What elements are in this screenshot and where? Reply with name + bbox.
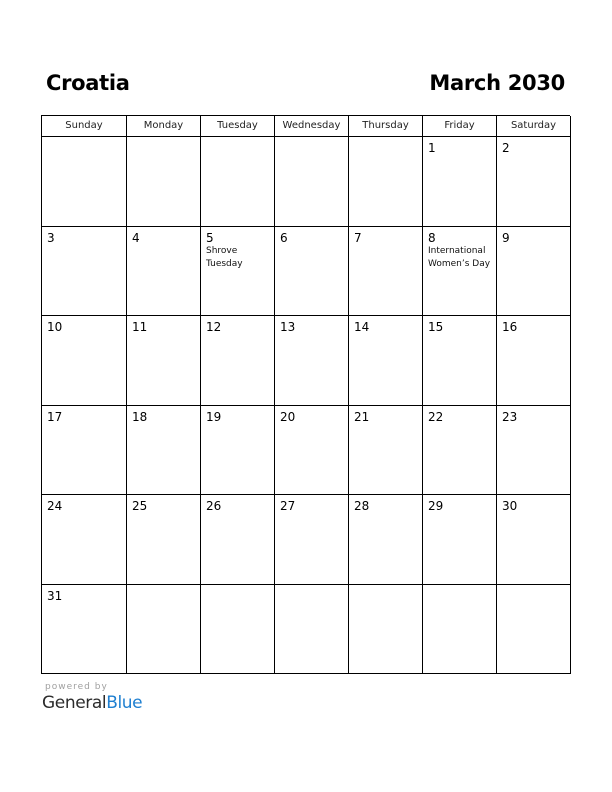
day-number: 15 <box>428 320 444 334</box>
week-row <box>42 316 570 406</box>
day-cell <box>497 585 571 675</box>
day-number: 19 <box>206 409 222 424</box>
day-number: 23 <box>502 409 518 424</box>
day-number: 8 <box>428 230 436 245</box>
day-number: 21 <box>354 409 370 424</box>
day-cell <box>127 137 201 227</box>
day-cell <box>127 495 201 585</box>
day-cell <box>201 137 275 227</box>
day-cell <box>349 137 423 227</box>
week-row <box>42 137 570 227</box>
day-cell <box>275 585 349 675</box>
day-number: 16 <box>502 320 518 334</box>
day-cell <box>127 406 201 496</box>
day-cell <box>349 406 423 496</box>
weekday-header: Friday <box>423 116 497 137</box>
day-number: 7 <box>354 230 362 245</box>
day-cell <box>275 227 349 317</box>
day-cell <box>201 316 275 406</box>
calendar-title-month: March 2030 <box>429 71 565 95</box>
weekday-header: Saturday <box>497 116 571 137</box>
day-cell <box>127 227 201 317</box>
weekday-header-row <box>42 116 570 137</box>
weeks-container <box>42 137 570 674</box>
day-number: 5 <box>206 230 214 245</box>
day-number: 6 <box>280 230 288 245</box>
day-number: 31 <box>47 588 63 603</box>
day-cell <box>423 406 497 496</box>
day-cell <box>42 585 127 675</box>
day-cell <box>349 227 423 317</box>
day-cell <box>423 316 497 406</box>
day-number: 27 <box>280 499 296 513</box>
day-cell <box>275 495 349 585</box>
day-cell <box>497 137 571 227</box>
day-number: 2 <box>502 141 510 155</box>
week-row <box>42 495 570 585</box>
day-cell <box>423 137 497 227</box>
day-number: 18 <box>132 409 148 424</box>
day-cell <box>201 585 275 675</box>
weekday-header: Wednesday <box>275 116 349 137</box>
day-cell <box>201 227 275 317</box>
day-number: 12 <box>206 320 222 334</box>
day-cell <box>127 585 201 675</box>
day-cell <box>42 137 127 227</box>
powered-by-label: powered by <box>45 682 108 692</box>
weekday-header: Tuesday <box>201 116 275 137</box>
weekday-header: Monday <box>127 116 201 137</box>
brand-logo-blue: Blue <box>106 693 143 713</box>
day-number: 14 <box>354 320 370 334</box>
day-cell <box>42 406 127 496</box>
day-cell <box>349 316 423 406</box>
day-cell <box>423 495 497 585</box>
week-row <box>42 585 570 675</box>
day-number: 30 <box>502 499 518 513</box>
holiday-label: International Women’s Day <box>428 245 491 269</box>
day-cell <box>349 585 423 675</box>
day-number: 11 <box>132 320 148 334</box>
brand-logo <box>42 693 142 713</box>
week-row <box>42 406 570 496</box>
day-number: 29 <box>428 499 444 513</box>
weekday-header: Sunday <box>42 116 127 137</box>
day-cell <box>275 137 349 227</box>
day-cell <box>201 406 275 496</box>
brand-logo-general: General <box>42 693 107 713</box>
calendar-grid <box>41 115 570 674</box>
day-cell <box>423 585 497 675</box>
day-number: 20 <box>280 409 296 424</box>
day-cell <box>42 316 127 406</box>
calendar-title-country: Croatia <box>46 71 130 95</box>
day-number: 24 <box>47 499 63 513</box>
day-number: 1 <box>428 141 436 155</box>
day-number: 4 <box>132 230 140 245</box>
week-row <box>42 227 570 317</box>
day-cell <box>497 227 571 317</box>
day-cell <box>497 406 571 496</box>
day-cell <box>127 316 201 406</box>
day-cell <box>42 495 127 585</box>
day-number: 10 <box>47 320 63 334</box>
day-number: 13 <box>280 320 296 334</box>
day-number: 28 <box>354 499 370 513</box>
day-number: 17 <box>47 409 63 424</box>
holiday-label: Shrove Tuesday <box>206 245 243 269</box>
day-cell <box>201 495 275 585</box>
day-cell <box>497 316 571 406</box>
day-number: 26 <box>206 499 222 513</box>
day-number: 3 <box>47 230 55 245</box>
day-cell <box>275 316 349 406</box>
weekday-header: Thursday <box>349 116 423 137</box>
day-number: 9 <box>502 230 510 245</box>
day-number: 25 <box>132 499 148 513</box>
day-cell <box>349 495 423 585</box>
day-cell <box>42 227 127 317</box>
day-cell <box>423 227 497 317</box>
day-cell <box>275 406 349 496</box>
day-cell <box>497 495 571 585</box>
day-number: 22 <box>428 409 444 424</box>
